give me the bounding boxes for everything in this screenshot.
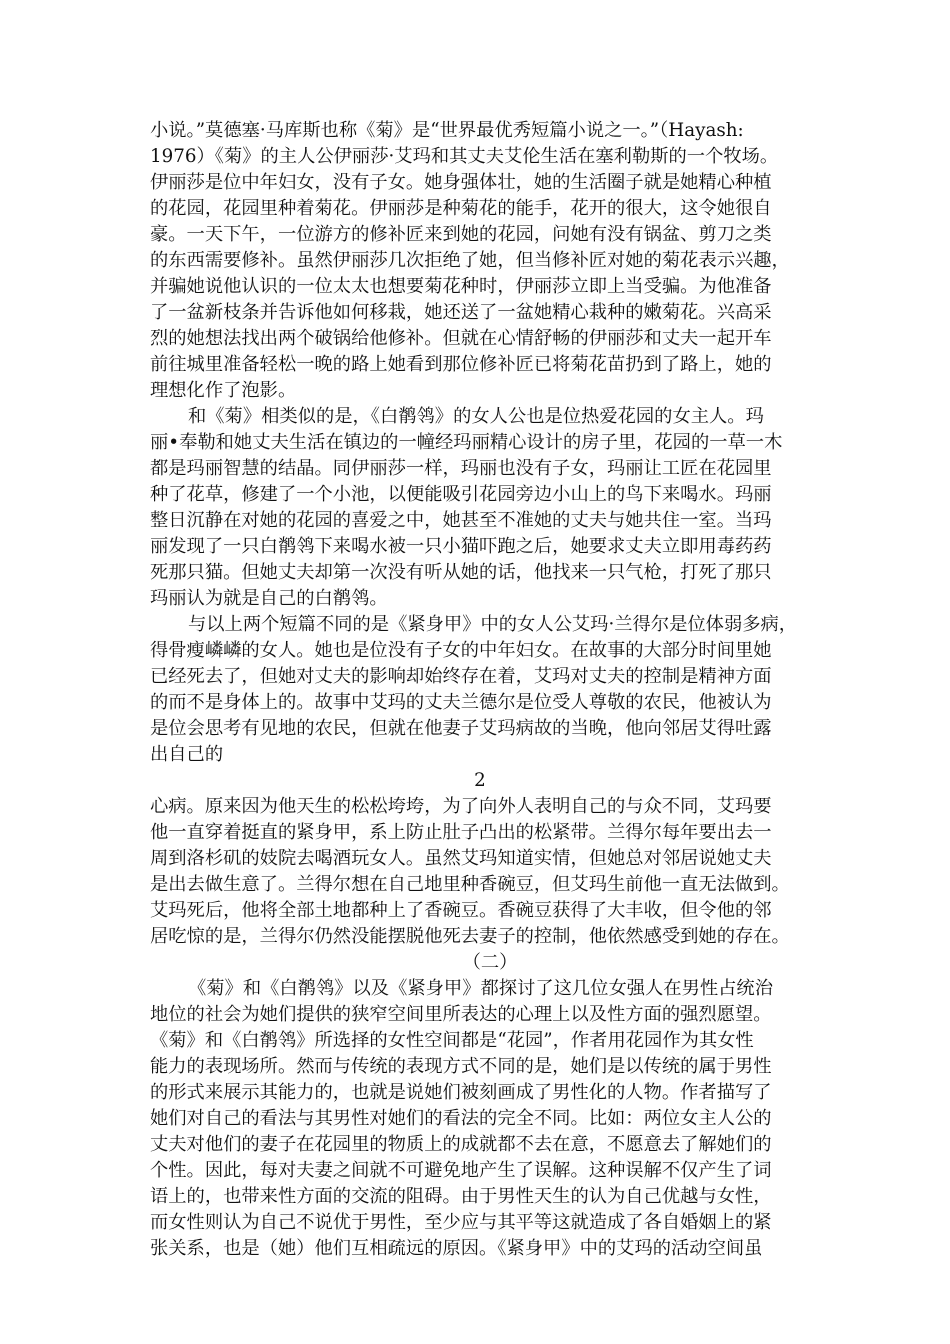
text-line: 豪。一天下午，一位游方的修补匠来到她的花园，问她有没有锅盆、剪刀之类 [150, 224, 772, 245]
text-line: 和《菊》相类似的是，《白鹡鸰》的女人公也是位热爱花园的女主人。玛 [188, 406, 764, 427]
text-line: 的而不是身体上的。故事中艾玛的丈夫兰德尔是位受人尊敬的农民，他被认为 [150, 692, 772, 713]
text-line: 死那只猫。但她丈夫却第一次没有听从她的话，他找来一只气枪，打死了那只 [150, 562, 772, 583]
text-line: 玛丽认为就是自己的白鹡鸰。 [150, 588, 388, 609]
text-line: 的形式来展示其能力的，也就是说她们被刻画成了男性化的人物。作者描写了 [150, 1082, 772, 1103]
text-line: 《菊》和《白鹡鸰》以及《紧身甲》都探讨了这几位女强人在男性占统治 [188, 978, 773, 999]
text-line: 他一直穿着挺直的紧身甲，系上防止肚子凸出的松紧带。兰得尔每年要出去一 [150, 822, 772, 843]
text-line: 个性。因此，每对夫妻之间就不可避免地产生了误解。这种误解不仅产生了词 [150, 1160, 772, 1181]
document-body [150, 118, 820, 1262]
text-line: 1976）《菊》的主人公伊丽莎·艾玛和其丈夫艾伦生活在塞利勒斯的一个牧场。 [150, 146, 779, 167]
text-line: 烈的她想法找出两个破锅给他修补。但就在心情舒畅的伊丽莎和丈夫一起开车 [150, 328, 772, 349]
text-line: 出自己的 [150, 744, 224, 765]
text-line: 种了花草，修建了一个小池，以便能吸引花园旁边小山上的鸟下来喝水。玛丽 [150, 484, 772, 505]
text-line: 而女性则认为自己不说优于男性，至少应与其平等这就造成了各自婚姻上的紧 [150, 1212, 772, 1233]
text-line: 伊丽莎是位中年妇女，没有子女。她身强体壮，她的生活圈子就是她精心种植 [150, 172, 772, 193]
text-line: 《菊》和《白鹡鸰》所选择的女性空间都是“花园”，作者用花园作为其女性 [150, 1030, 754, 1051]
text-line: 整日沉静在对她的花园的喜爱之中，她甚至不准她的丈夫与她共住一室。当玛 [150, 510, 772, 531]
text-line: 丽•奉勒和她丈夫生活在镇边的一幢经玛丽精心设计的房子里，花园的一草一木 [150, 432, 783, 453]
text-line: 丈夫对他们的妻子在花园里的物质上的成就都不去在意，不愿意去了解她们的 [150, 1134, 772, 1155]
text-line: 是位会思考有见地的农民，但就在他妻子艾玛病故的当晚，他向邻居艾得吐露 [150, 718, 772, 739]
text-line: 是出去做生意了。兰得尔想在自己地里种香碗豆，但艾玛生前他一直无法做到。 [150, 874, 790, 895]
text-line: 与以上两个短篇不同的是《紧身甲》中的女人公艾玛·兰得尔是位体弱多病， [188, 614, 798, 635]
text-line: 艾玛死后，他将全部土地都种上了香碗豆。香碗豆获得了大丰收，但令他的邻 [150, 900, 772, 921]
text-line: 心病。原来因为他天生的松松垮垮，为了向外人表明自己的与众不同，艾玛要 [150, 796, 772, 817]
text-line: 得骨瘦嶙嶙的女人。她也是位没有子女的中年妇女。在故事的大部分时间里她 [150, 640, 772, 661]
text-line: 居吃惊的是，兰得尔仍然没能摆脱他死去妻子的控制，他依然感受到她的存在。 [150, 926, 790, 947]
text-line: 了一盆新枝条并告诉他如何移栽，她还送了一盆她精心栽种的嫩菊花。兴高采 [150, 302, 772, 323]
text-line: 她们对自己的看法与其男性对她们的看法的完全不同。比如：两位女主人公的 [150, 1108, 772, 1129]
text-line: 小说。”莫德塞·马库斯也称《菊》是“世界最优秀短篇小说之一。”（Hayash: [150, 120, 744, 141]
section-heading: （二） [462, 952, 518, 973]
text-line: 前往城里准备轻松一晚的路上她看到那位修补匠已将菊花苗扔到了路上，她的 [150, 354, 772, 375]
paragraph-harness-continued [150, 794, 820, 950]
paragraph-white-quail-summary [150, 404, 820, 612]
text-line: 的东西需要修补。虽然伊丽莎几次拒绝了她，但当修补匠对她的菊花表示兴趣， [150, 250, 790, 271]
paragraph-analysis [150, 976, 820, 1262]
text-line: 能力的表现场所。然而与传统的表现方式不同的是，她们是以传统的属于男性 [150, 1056, 772, 1077]
text-line: 的花园，花园里种着菊花。伊丽莎是种菊花的能手，花开的很大，这令她很自 [150, 198, 772, 219]
text-line: 地位的社会为她们提供的狭窄空间里所表达的心理上以及性方面的强烈愿望。 [150, 1004, 772, 1025]
text-line: 已经死去了，但她对丈夫的影响却始终存在着，艾玛对丈夫的控制是精神方面 [150, 666, 772, 687]
text-line: 丽发现了一只白鹡鸰下来喝水被一只小猫吓跑之后，她要求丈夫立即用毒药药 [150, 536, 772, 557]
page-number: 2 [474, 770, 486, 791]
text-line: 周到洛杉矶的妓院去喝酒玩女人。虽然艾玛知道实情，但她总对邻居说她丈夫 [150, 848, 772, 869]
text-line: 语上的，也带来性方面的交流的阻碍。由于男性天生的认为自己优越与女性， [150, 1186, 772, 1207]
paragraph-chrysanthemums-summary [150, 118, 820, 404]
text-line: 都是玛丽智慧的结晶。同伊丽莎一样，玛丽也没有子女，玛丽让工匠在花园里 [150, 458, 772, 479]
text-line: 并骗她说他认识的一位太太也想要菊花种时，伊丽莎立即上当受骗。为他准备 [150, 276, 772, 297]
text-line: 理想化作了泡影。 [150, 380, 297, 401]
paragraph-harness-summary [150, 612, 820, 768]
text-line: 张关系，也是（她）他们互相疏远的原因。《紧身甲》中的艾玛的活动空间虽 [150, 1238, 763, 1259]
